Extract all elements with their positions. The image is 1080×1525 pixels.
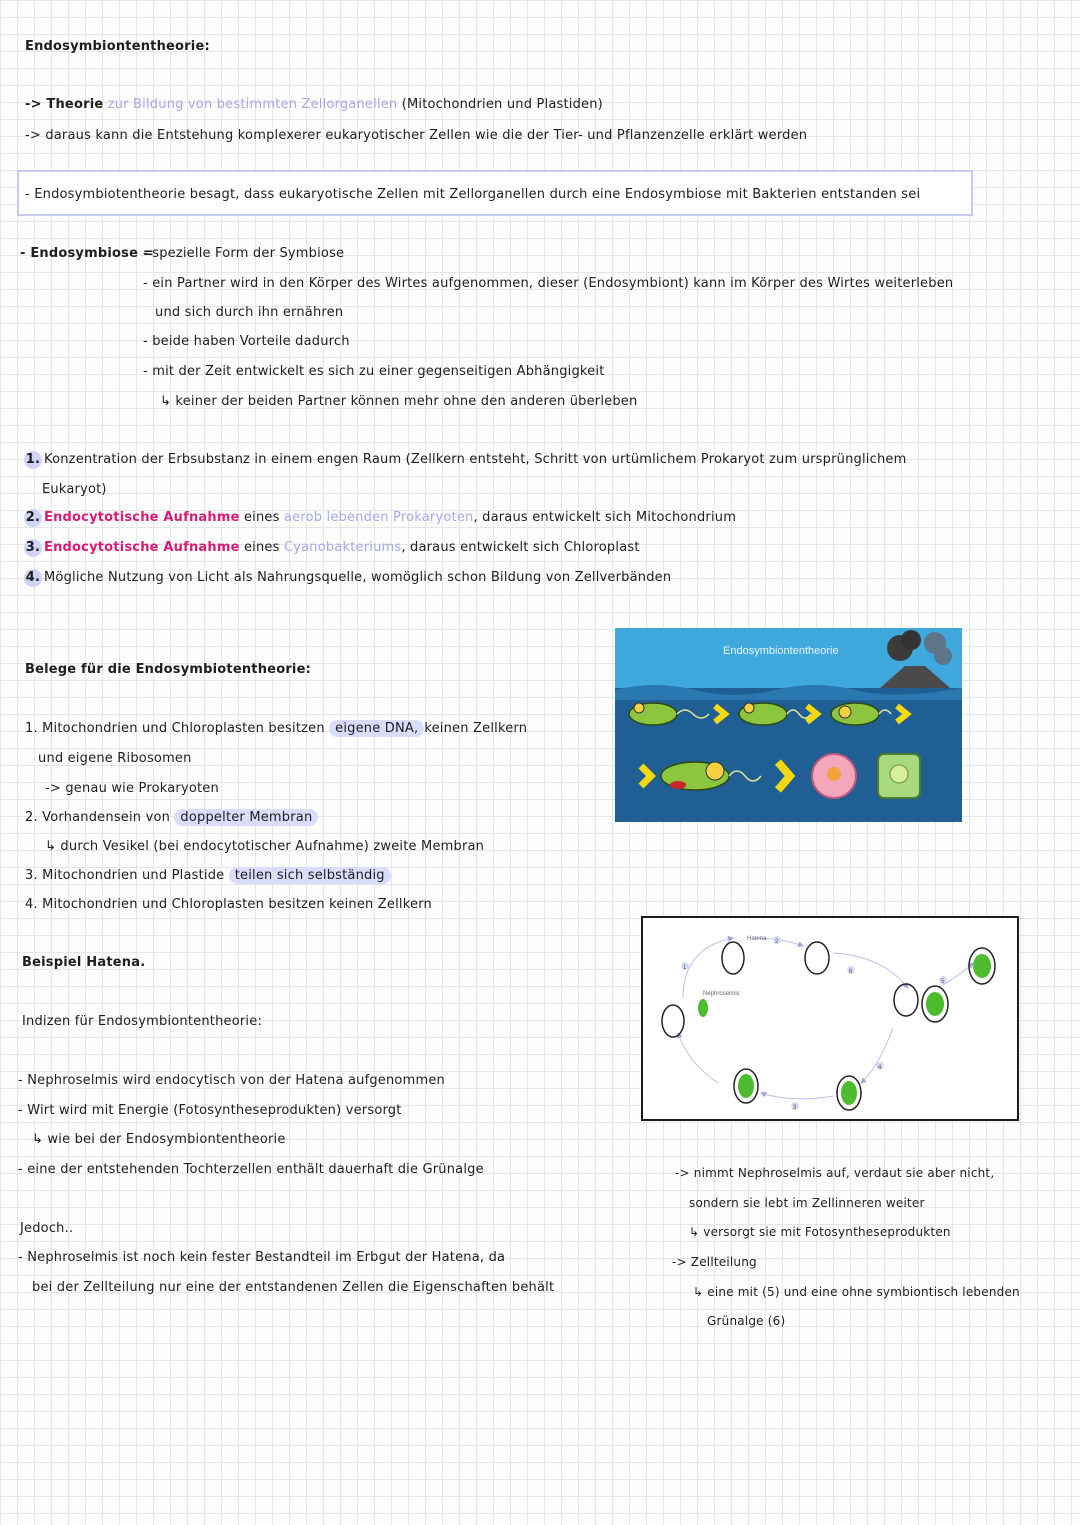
beleg-1-b: keinen Zellkern (424, 721, 528, 736)
note-5: ↳ eine mit (5) und eine ohne symbiontisch lebenden (693, 1285, 1020, 1299)
step-4 (24, 569, 671, 587)
endosymbiose-point-2-cont: und sich durch ihn ernähren (155, 305, 344, 320)
beleg-1-highlight: eigene DNA, (329, 720, 424, 737)
indiz-3: ↳ wie bei der Endosymbiontentheorie (32, 1132, 286, 1147)
step-2 (24, 509, 736, 527)
step-1-cont: Eukaryot) (42, 482, 107, 497)
note-2: sondern sie lebt im Zellinneren weiter (689, 1196, 925, 1210)
figure1-title: Endosymbiontentheorie (723, 645, 839, 657)
intro-line-2: -> daraus kann die Entstehung komplexerer eukaryotischer Zellen wie die der Tier- und Pflanzenzelle erklärt werden (25, 128, 808, 143)
step-2-pink: Endocytotische Aufnahme (44, 510, 240, 525)
label-symbiont: Nephroselmis (703, 991, 740, 997)
step-1 (24, 451, 906, 469)
endosymbiose-label: - Endosymbiose = (20, 246, 154, 261)
step-4-text: Mögliche Nutzung von Licht als Nahrungsquelle, womöglich schon Bildung von Zellverbänden (44, 570, 672, 585)
belege-heading: Belege für die Endosymbiotentheorie: (25, 662, 312, 677)
endosymbiose-point-4: - mit der Zeit entwickelt es sich zu einer gegenseitigen Abhängigkeit (143, 364, 605, 379)
note-3: ↳ versorgt sie mit Fotosyntheseprodukten (689, 1225, 951, 1239)
indizien-heading: Indizen für Endosymbiontentheorie: (22, 1014, 263, 1029)
step-1-number: 1. (25, 452, 41, 467)
beleg-1-c: und eigene Ribosomen (38, 751, 192, 766)
step-3-pink: Endocytotische Aufnahme (44, 540, 240, 555)
note-6: Grünalge (6) (707, 1314, 786, 1328)
beleg-2-b: ↳ durch Vesikel (bei endocytotischer Aufnahme) zweite Membran (45, 839, 485, 854)
step-3-rest: , daraus entwickelt sich Chloroplast (401, 540, 640, 555)
endosymbiosis-illustration (615, 628, 962, 822)
beleg-1-a: 1. Mitochondrien und Chloroplasten besitzen (25, 721, 325, 736)
step-3-mid: eines (243, 540, 280, 555)
beleg-2-a: 2. Vorhandensein von (25, 810, 171, 825)
step-label-1: 1 (683, 965, 687, 971)
step-2-mid: eines (243, 510, 280, 525)
endosymbiose-point-2: - ein Partner wird in den Körper des Wirtes aufgenommen, dieser (Endosymbiont) kann im Körper des Wirtes weiterleben (143, 276, 954, 291)
note-1: -> nimmt Nephroselmis auf, verdaut sie aber nicht, (675, 1166, 995, 1180)
step-label-2: 2 (775, 939, 779, 945)
beleg-3-a: 3. Mitochondrien und Plastide (25, 868, 225, 883)
jedoch-1: - Nephroselmis ist noch kein fester Bestandteil im Erbgut der Hatena, da (18, 1250, 506, 1265)
definition-text: - Endosymbiotentheorie besagt, dass eukaryotische Zellen mit Zellorganellen durch eine Endosymbiose mit Bakterien entstanden sei (25, 187, 921, 202)
beleg-4: 4. Mitochondrien und Chloroplasten besitzen keinen Zellkern (25, 897, 432, 912)
step-label-3: 3 (793, 1105, 797, 1111)
beleg-2 (25, 810, 318, 826)
hatena-cycle-diagram (641, 916, 1019, 1121)
step-3-number: 3. (25, 540, 41, 555)
intro-highlight: zur Bildung von bestimmten Zellorganellen (107, 97, 398, 112)
endosymbiose-point-4-cont: ↳ keiner der beiden Partner können mehr ohne den anderen überleben (160, 394, 638, 409)
beleg-3-highlight: teilen sich selbständig (229, 867, 391, 884)
endosymbiosis-svg (615, 628, 962, 822)
step-label-4: 4 (878, 1065, 882, 1071)
endosymbiose-point-3: - beide haben Vorteile dadurch (143, 334, 350, 349)
step-3-lav: Cyanobakteriums (283, 540, 402, 555)
indiz-1: - Nephroselmis wird endocytisch von der Hatena aufgenommen (18, 1073, 445, 1088)
step-1-text: Konzentration der Erbsubstanz in einem engen Raum (Zellkern entsteht, Schritt von urtümlichem Prokaryot zum ursprünglichem (44, 452, 907, 467)
beleg-2-highlight: doppelter Membran (174, 809, 318, 826)
beispiel-heading: Beispiel Hatena. (22, 955, 146, 970)
hatena-cycle-svg (643, 918, 1017, 1119)
beleg-3 (25, 868, 391, 884)
step-label-6: 6 (849, 969, 853, 975)
endosymbiose-point-1: - spezielle Form der Symbiose (143, 246, 345, 261)
intro-suffix: (Mitochondrien und Plastiden) (401, 97, 603, 112)
indiz-4: - eine der entstehenden Tochterzellen enthält dauerhaft die Grünalge (18, 1162, 484, 1177)
step-2-number: 2. (25, 510, 41, 525)
indiz-2: - Wirt wird mit Energie (Fotosyntheseprodukten) versorgt (18, 1103, 402, 1118)
page-title: Endosymbiontentheorie: (25, 39, 210, 54)
step-4-number: 4. (25, 570, 41, 585)
jedoch-2: bei der Zellteilung nur eine der entstandenen Zellen die Eigenschaften behält (32, 1280, 555, 1295)
step-2-rest: , daraus entwickelt sich Mitochondrium (473, 510, 737, 525)
beleg-1-d: -> genau wie Prokaryoten (45, 781, 219, 796)
beleg-1 (25, 721, 527, 737)
note-4: -> Zellteilung (672, 1255, 757, 1269)
intro-prefix: -> Theorie (25, 97, 104, 112)
step-3 (24, 539, 640, 557)
jedoch-heading: Jedoch.. (20, 1221, 74, 1236)
intro-line-1 (25, 97, 603, 113)
step-2-lav: aerob lebenden Prokaryoten (283, 510, 474, 525)
label-host: Hatena (747, 936, 767, 942)
step-label-5: 5 (941, 979, 945, 985)
